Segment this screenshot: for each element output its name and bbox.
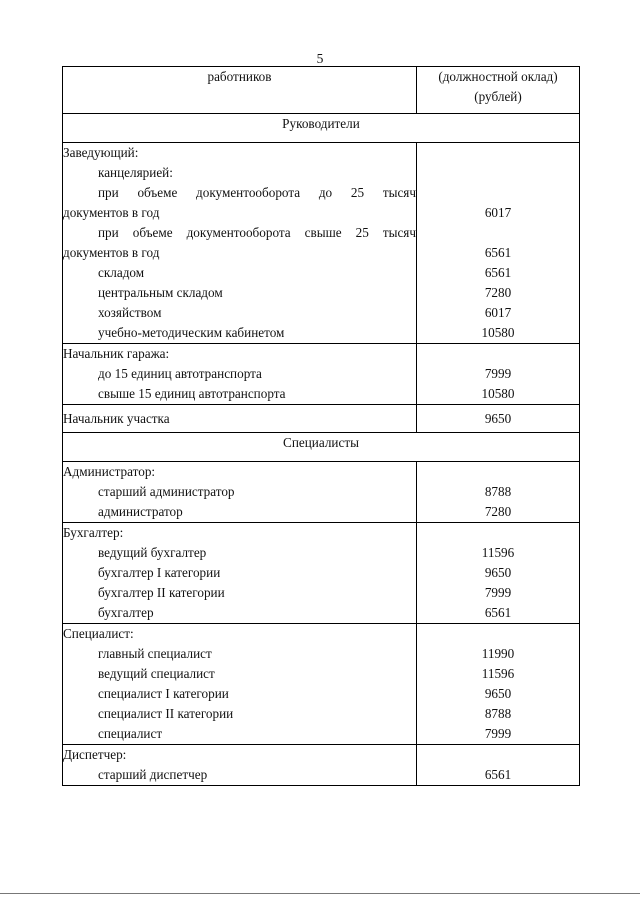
row-value: 8788 — [484, 484, 512, 499]
group-values — [417, 523, 580, 624]
group-garage — [63, 344, 580, 405]
group-title: Начальник гаража: — [63, 346, 170, 361]
section-title-managers: Руководители — [63, 114, 580, 143]
row-value: 6561 — [484, 767, 512, 782]
row-value: 6561 — [484, 605, 512, 620]
group-labels — [63, 143, 417, 344]
group-uchastok — [63, 405, 580, 433]
row-label: бухгалтер I категории — [98, 565, 221, 580]
salary-table — [62, 66, 580, 786]
group-admin — [63, 462, 580, 523]
row-value: 6561 — [484, 245, 512, 260]
row-value: 10580 — [481, 386, 515, 401]
table-header-row — [63, 67, 580, 114]
row-label: специалист II категории — [98, 706, 234, 721]
row-label: свыше 15 единиц автотранспорта — [98, 386, 286, 401]
row-value: 11596 — [481, 666, 515, 681]
row-label: ведущий специалист — [98, 666, 215, 681]
section-row-specialists — [63, 433, 580, 462]
row-label: до 15 единиц автотранспорта — [98, 366, 262, 381]
row-label: старший диспетчер — [98, 767, 208, 782]
row-label: ведущий бухгалтер — [98, 545, 207, 560]
row-value: 9650 — [484, 565, 512, 580]
row-label: специалист I категории — [98, 686, 229, 701]
group-labels — [63, 405, 417, 433]
row-value: 6561 — [484, 265, 512, 280]
group-values — [417, 462, 580, 523]
header-col1-text: работников — [207, 69, 272, 84]
group-title: Начальник участка — [63, 411, 170, 426]
row-value: 10580 — [481, 325, 515, 340]
group-labels — [63, 462, 417, 523]
row-label: складом — [98, 265, 145, 280]
page-bottom-edge — [0, 893, 640, 894]
row-label: бухгалтер II категории — [98, 585, 225, 600]
group-labels — [63, 344, 417, 405]
row-value: 6017 — [484, 305, 512, 320]
group-title: Специалист: — [63, 626, 134, 641]
group-labels — [63, 745, 417, 786]
row-label: хозяйством — [98, 305, 162, 320]
group-values — [417, 405, 580, 433]
group-title: Заведующий: — [63, 145, 139, 160]
group-spec — [63, 624, 580, 745]
row-value: 7280 — [484, 285, 512, 300]
row-value: 6017 — [484, 205, 512, 220]
group-values — [417, 143, 580, 344]
group-disp — [63, 745, 580, 786]
group-values — [417, 624, 580, 745]
row-label: специалист — [98, 726, 163, 741]
row-label: главный специалист — [98, 646, 212, 661]
row-value: 8788 — [484, 706, 512, 721]
group-title: Бухгалтер: — [63, 525, 124, 540]
header-col2 — [417, 67, 580, 114]
group-values — [417, 344, 580, 405]
row-label: учебно-методическим кабинетом — [98, 325, 285, 340]
group-buh — [63, 523, 580, 624]
group-labels — [63, 523, 417, 624]
row-label-continuation: документов в год — [63, 245, 160, 260]
row-value: 11596 — [481, 545, 515, 560]
row-label: бухгалтер — [98, 605, 154, 620]
row-label: центральным складом — [98, 285, 223, 300]
row-value: 7999 — [484, 585, 512, 600]
row-value: 7280 — [484, 504, 512, 519]
section-title-specialists: Специалисты — [63, 433, 580, 462]
row-label-continuation: документов в год — [63, 205, 160, 220]
subgroup-title: канцелярией: — [98, 165, 173, 180]
section-row-managers — [63, 114, 580, 143]
row-value: 9650 — [484, 411, 512, 426]
group-zaveduyushchiy — [63, 143, 580, 344]
row-label: администратор — [98, 504, 183, 519]
group-title: Администратор: — [63, 464, 156, 479]
header-col1 — [63, 67, 417, 114]
row-value: 7999 — [484, 726, 512, 741]
row-value: 9650 — [484, 686, 512, 701]
group-labels — [63, 624, 417, 745]
group-title: Диспетчер: — [63, 747, 127, 762]
row-label: старший администратор — [98, 484, 235, 499]
header-col2-line2: (рублей) — [474, 89, 522, 104]
header-col2-line1: (должностной оклад) — [438, 69, 558, 84]
page-number: 5 — [316, 51, 324, 66]
group-values — [417, 745, 580, 786]
row-value: 7999 — [484, 366, 512, 381]
row-value: 11990 — [481, 646, 515, 661]
row-label: при объеме документооборота до 25 тысяч — [98, 185, 416, 200]
row-label: при объеме документооборота свыше 25 тысяч — [98, 225, 416, 240]
